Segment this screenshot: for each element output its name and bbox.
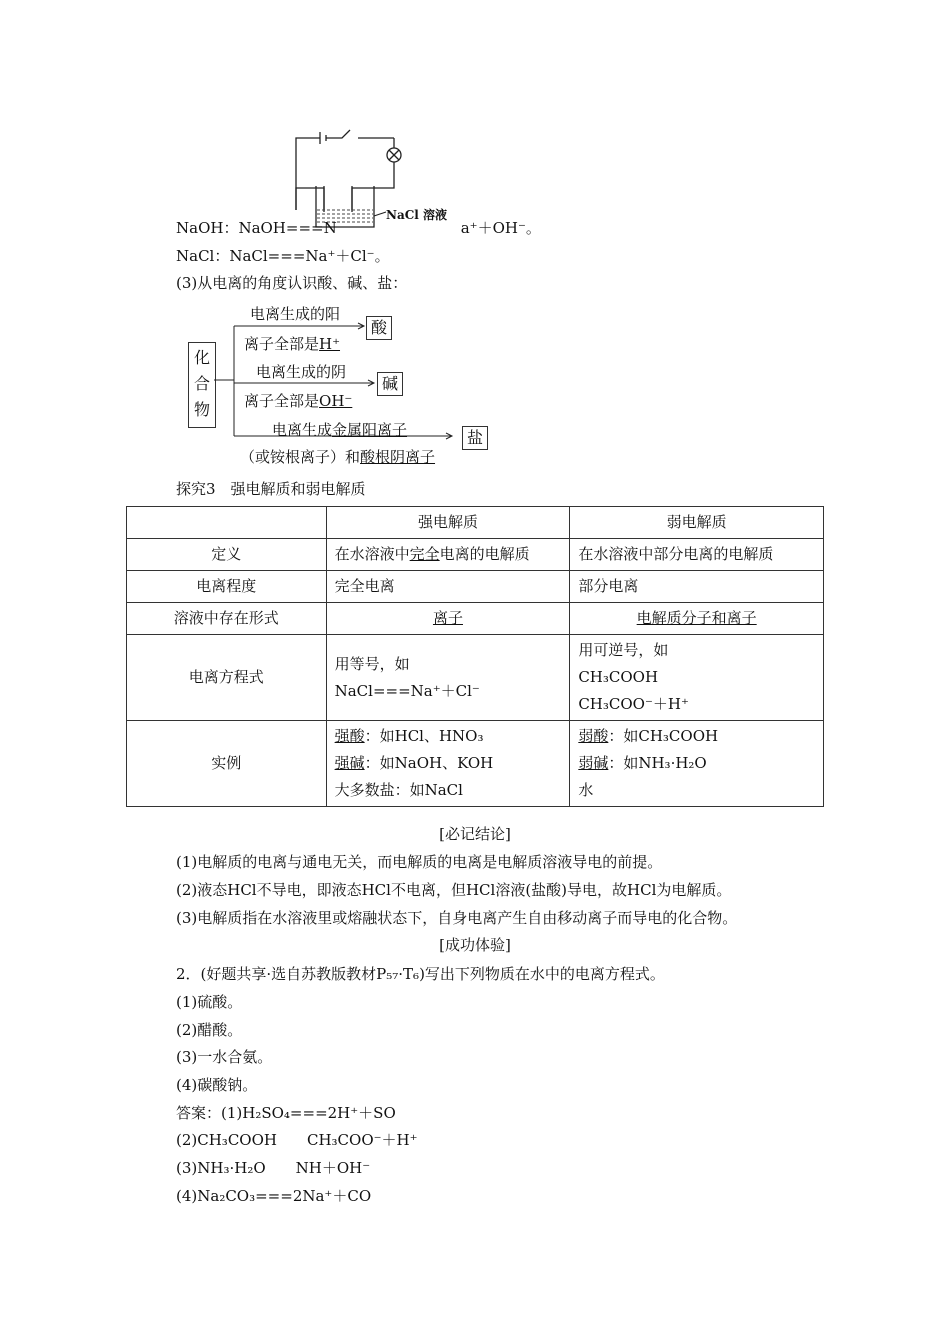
row-label: 电离方程式 <box>127 635 327 721</box>
row-label: 定义 <box>127 539 327 571</box>
weak-equation: 用可逆号，如 CH₃COOH CH₃COO⁻＋H⁺ <box>570 635 824 721</box>
strong-equation: 用等号，如 NaCl===Na⁺＋Cl⁻ <box>326 635 570 721</box>
explore-3-title: 探究3 强电解质和弱电解质 <box>176 480 366 498</box>
strong-examples: 强酸：如HCl、HNO₃ 强碱：如NaOH、KOH 大多数盐：如NaCl <box>326 721 570 807</box>
strong-form: 离子 <box>326 603 570 635</box>
question-item: (2)醋酸。 <box>176 1021 243 1039</box>
experience-question: 2．(好题共享·选自苏教版教材P₅₇·T₆)写出下列物质在水中的电离方程式。 <box>176 965 665 983</box>
conclusion-item: (1)电解质的电离与通电无关，而电解质的电离是电解质溶液导电的前提。 <box>176 853 663 871</box>
table-header-row <box>127 507 824 539</box>
salt-condition-line1: 电离生成金属阳离子 <box>272 421 408 439</box>
weak-examples: 弱酸：如CH₃COOH 弱碱：如NH₃·H₂O 水 <box>570 721 824 807</box>
nacl-equation: NaCl：NaCl===Na⁺＋Cl⁻。 <box>176 247 390 265</box>
table-row <box>127 539 824 571</box>
acid-box: 酸 <box>366 316 392 340</box>
base-condition-line2: 离子全部是OH⁻ <box>244 392 353 410</box>
acid-condition-line1: 电离生成的阳 <box>250 305 341 323</box>
salt-condition-line2: （或铵根离子）和酸根阴离子 <box>240 448 436 466</box>
answer-line: (3)NH₃·H₂O NH＋OH⁻ <box>176 1159 371 1177</box>
base-condition-line1: 电离生成的阴 <box>256 363 347 381</box>
row-label: 溶液中存在形式 <box>127 603 327 635</box>
base-box: 碱 <box>377 372 403 396</box>
section-3-heading: (3)从电离的角度认识酸、碱、盐： <box>176 274 408 292</box>
weak-form: 电解质分子和离子 <box>570 603 824 635</box>
conclusion-item: (2)液态HCl不导电，即液态HCl不电离，但HCl溶液(盐酸)导电，故HCl为电解质。 <box>176 881 732 899</box>
strong-degree: 完全电离 <box>326 571 570 603</box>
question-item: (4)碳酸钠。 <box>176 1076 258 1094</box>
experience-heading: [成功体验] <box>439 936 511 954</box>
salt-box: 盐 <box>462 426 488 450</box>
conclusion-item: (3)电解质指在水溶液里或熔融状态下，自身电离产生自由移动离子而导电的化合物。 <box>176 909 738 927</box>
header-empty <box>127 507 327 539</box>
strong-definition: 在水溶液中完全电离的电解质 <box>326 539 570 571</box>
table-row <box>127 571 824 603</box>
header-weak: 弱电解质 <box>570 507 824 539</box>
table-row <box>127 603 824 635</box>
question-item: (3)一水合氨。 <box>176 1048 273 1066</box>
acid-condition-line2: 离子全部是H⁺ <box>244 335 341 353</box>
row-label: 电离程度 <box>127 571 327 603</box>
weak-definition: 在水溶液中部分电离的电解质 <box>570 539 824 571</box>
circuit-solution-label: NaCl 溶液 <box>386 208 448 222</box>
answer-line: (4)Na₂CO₃===2Na⁺＋CO <box>176 1187 372 1205</box>
conclusions-heading: [必记结论] <box>439 825 511 843</box>
compound-box: 化 合 物 <box>188 342 216 428</box>
table-row <box>127 721 824 807</box>
table-row <box>127 635 824 721</box>
question-item: (1)硫酸。 <box>176 993 243 1011</box>
header-strong: 强电解质 <box>326 507 570 539</box>
electrolyte-comparison-table <box>126 506 824 807</box>
naoh-equation: NaOH：NaOH===N a⁺＋OH⁻。 <box>176 219 541 237</box>
row-label: 实例 <box>127 721 327 807</box>
answer-line: (2)CH₃COOH CH₃COO⁻＋H⁺ <box>176 1131 418 1149</box>
weak-degree: 部分电离 <box>570 571 824 603</box>
answer-line: 答案：(1)H₂SO₄===2H⁺＋SO <box>176 1104 396 1122</box>
